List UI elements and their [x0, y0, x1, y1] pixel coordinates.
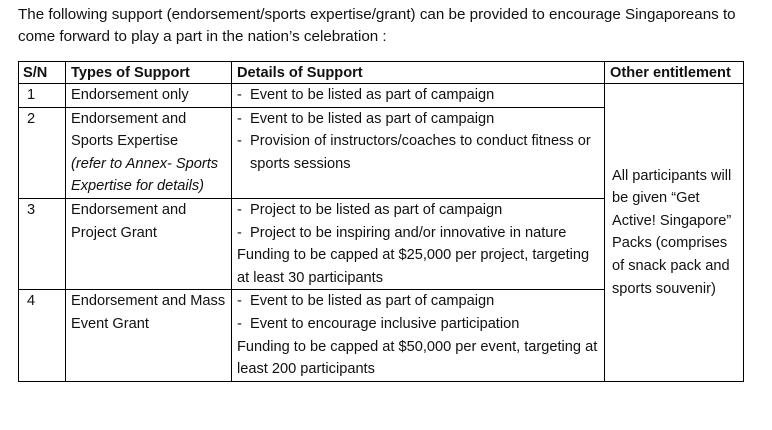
row-type	[66, 198, 232, 289]
detail-bullet-text: Event to be listed as part of campaign	[250, 293, 495, 310]
row-type-label: Endorsement and Project Grant	[71, 201, 187, 241]
row-type-note: (refer to Annex- Sports Expertise for details)	[71, 155, 219, 195]
support-table	[18, 61, 744, 382]
detail-bullet	[237, 222, 599, 245]
other-entitlement-text: All participants will be given “Get Active! Singapore” Packs (comprises of snack pack and sports souvenir)	[612, 167, 732, 297]
detail-bullet-text: Project to be listed as part of campaign	[250, 201, 503, 218]
bullet-dash: -	[237, 87, 242, 103]
funding-text: Funding to be capped at $25,000 per project, targeting at least 30 participants	[237, 247, 590, 286]
detail-bullet	[237, 313, 599, 336]
detail-bullet-text: Project to be inspiring and/or innovative in nature	[250, 224, 567, 241]
detail-bullet-text: Event to be listed as part of campaign	[250, 87, 495, 103]
row-sn: 2	[19, 107, 66, 198]
header-other-entitlement: Other entitlement	[605, 62, 744, 84]
row-type-label: Endorsement and Sports Expertise	[71, 110, 187, 150]
detail-bullet-text: Event to encourage inclusive participation	[250, 315, 520, 332]
other-entitlement-cell	[605, 84, 744, 382]
bullet-dash: -	[237, 293, 242, 310]
row-type	[66, 107, 232, 198]
bullet-dash: -	[237, 201, 242, 218]
row-sn: 4	[19, 290, 66, 381]
row-type	[66, 84, 232, 108]
row-details	[232, 198, 605, 289]
detail-bullet-text: Event to be listed as part of campaign	[250, 110, 495, 127]
row-type-label: Endorsement and Mass Event Grant	[71, 293, 226, 332]
bullet-dash: -	[237, 110, 242, 127]
row-details	[232, 84, 605, 108]
header-type-of-support: Types of Support	[66, 62, 232, 84]
row-sn: 3	[19, 198, 66, 289]
bullet-dash: -	[237, 133, 242, 150]
row-type-label: Endorsement only	[71, 87, 189, 103]
detail-bullet	[237, 130, 599, 175]
header-sn: S/N	[19, 62, 66, 84]
detail-bullet	[237, 290, 599, 313]
table-row	[19, 84, 744, 108]
bullet-dash: -	[237, 315, 242, 332]
row-details	[232, 107, 605, 198]
row-sn: 1	[19, 84, 66, 108]
row-details	[232, 290, 605, 381]
header-details-of-support: Details of Support	[232, 62, 605, 84]
bullet-dash: -	[237, 224, 242, 241]
intro-paragraph: The following support (endorsement/sports expertise/grant) can be provided to encourage Singaporeans to come forward to play a part in the nation’s celebration :	[18, 6, 736, 45]
detail-bullet	[237, 84, 599, 107]
detail-bullet	[237, 108, 599, 131]
row-type	[66, 290, 232, 381]
detail-bullet-text: Provision of instructors/coaches to conduct fitness or sports sessions	[250, 133, 591, 172]
detail-bullet	[237, 199, 599, 222]
table-header-row	[19, 62, 744, 84]
funding-text: Funding to be capped at $50,000 per event, targeting at least 200 participants	[237, 338, 598, 378]
